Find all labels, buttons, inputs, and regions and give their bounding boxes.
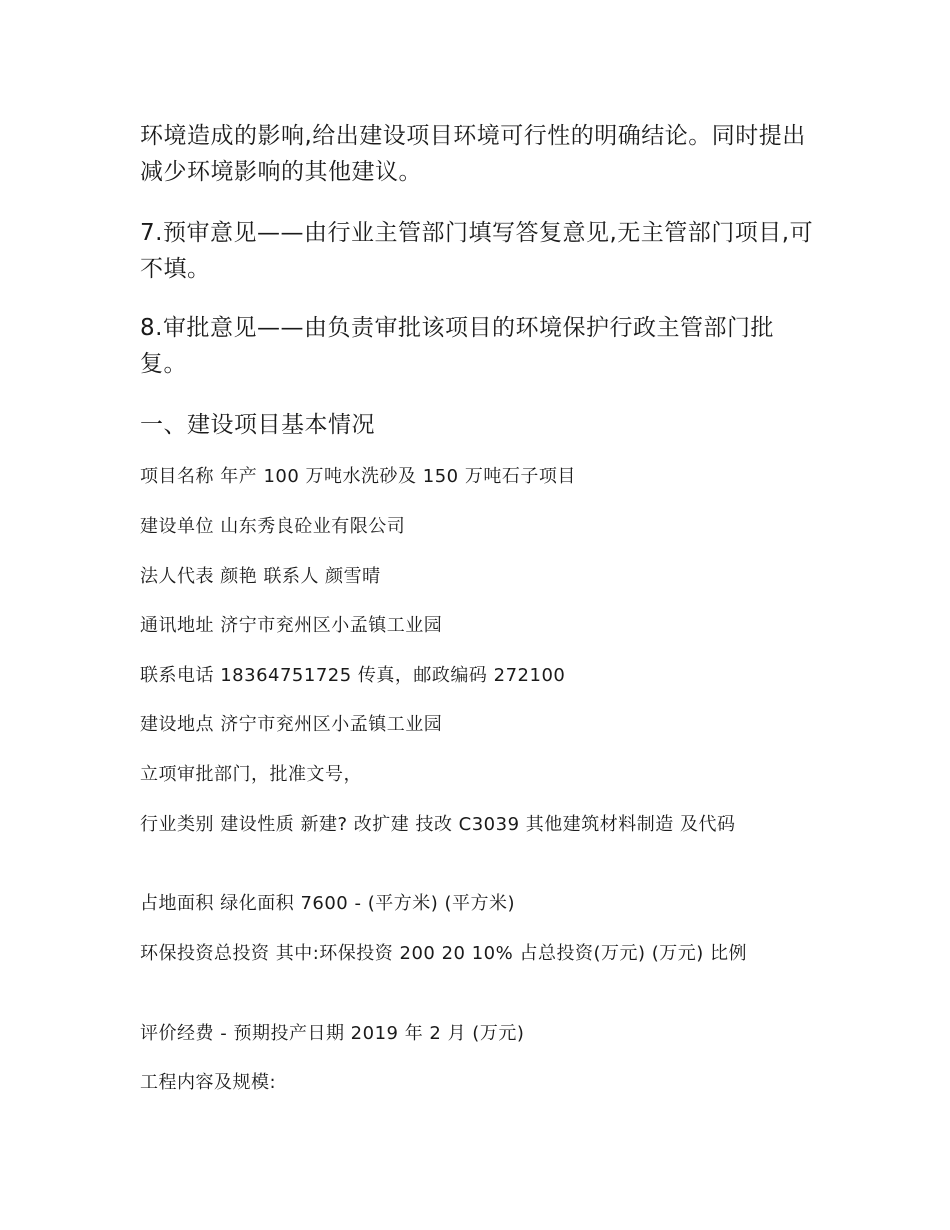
paragraph-environment-conclusion: 环境造成的影响,给出建设项目环境可行性的明确结论。同时提出减少环境影响的其他建议。 xyxy=(140,123,806,185)
row-construction-unit: 建设单位 山东秀良砼业有限公司 xyxy=(140,516,406,537)
paragraph-approval-opinion: 8.审批意见——由负责审批该项目的环境保护行政主管部门批复。 xyxy=(140,315,774,377)
row-evaluation-fee: 评价经费 - 预期投产日期 2019 年 2 月 (万元) xyxy=(140,1023,525,1044)
row-project-content: 工程内容及规模: xyxy=(140,1072,277,1093)
row-industry-category: 行业类别 建设性质 新建? 改扩建 技改 C3039 其他建筑材料制造 及代码 xyxy=(140,814,736,835)
row-mailing-address: 通讯地址 济宁市兖州区小孟镇工业园 xyxy=(140,615,443,636)
row-legal-representative: 法人代表 颜艳 联系人 颜雪晴 xyxy=(140,566,381,587)
paragraph-preliminary-review: 7.预审意见——由行业主管部门填写答复意见,无主管部门项目,可不填。 xyxy=(140,220,814,282)
row-investment: 环保投资总投资 其中:环保投资 200 20 10% 占总投资(万元) (万元) 比例 xyxy=(140,943,747,964)
row-contact-phone: 联系电话 18364751725 传真，邮政编码 272100 xyxy=(140,665,566,686)
section-title: 一、建设项目基本情况 xyxy=(140,412,375,438)
row-land-area: 占地面积 绿化面积 7600 - (平方米) (平方米) xyxy=(140,893,516,914)
row-project-name: 项目名称 年产 100 万吨水洗砂及 150 万吨石子项目 xyxy=(140,466,576,487)
row-construction-site: 建设地点 济宁市兖州区小孟镇工业园 xyxy=(140,714,443,735)
row-approval-department: 立项审批部门，批准文号， xyxy=(140,764,362,785)
